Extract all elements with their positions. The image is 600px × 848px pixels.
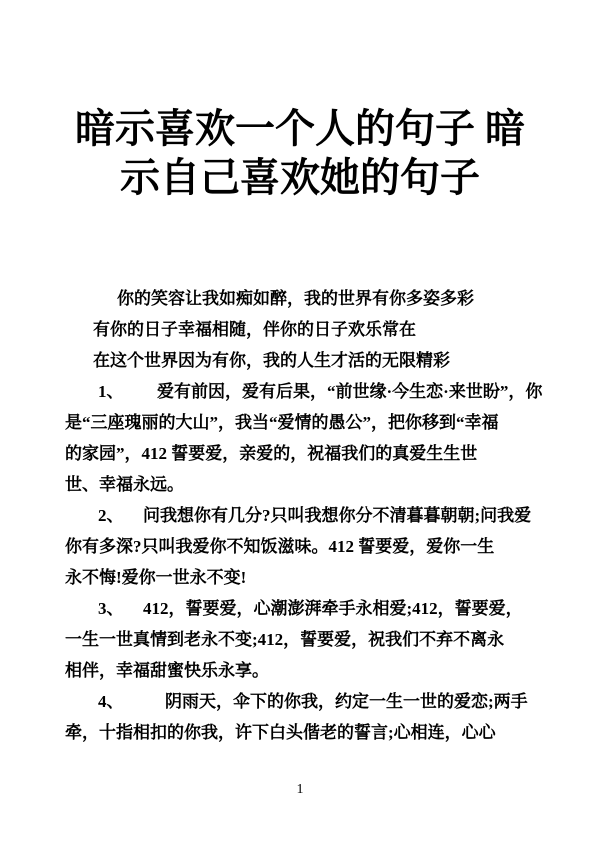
paragraph-4-text: 阴雨天，伞下的你我，约定一生一世的爱恋;两手 xyxy=(165,692,528,711)
intro-line-1: 你的笑容让我如痴如醉，我的世界有你多姿多彩 xyxy=(117,289,474,308)
paragraph-2-text: 问我想你有几分?只叫我想你分不清暮暮朝朝;问我爱 xyxy=(143,506,532,525)
list-number-4: 4、 xyxy=(98,692,124,711)
page-number: 1 xyxy=(296,782,304,797)
paragraph-1-wrapped-line: 世、幸福永远。 xyxy=(65,475,184,494)
paragraph-2-wrapped-line: 你有多深?只叫我爱你不知饭滋味。412 誓要爱，爱你一生 xyxy=(65,537,495,556)
list-number-2: 2、 xyxy=(98,506,124,525)
list-item-2-first-line xyxy=(65,500,537,531)
list-item-1-first-line xyxy=(65,376,543,407)
paragraph-3-wrapped-line: 一生一世真情到老永不变;412，誓要爱，祝我们不弃不离永 xyxy=(65,630,505,649)
paragraph-3-wrapped-line: 相伴，幸福甜蜜快乐永享。 xyxy=(65,661,269,680)
paragraph-1-text: 爱有前因，爱有后果，“前世缘·今生恋·来世盼”，你 xyxy=(157,382,543,401)
paragraph-2-wrapped-line: 永不悔!爱你一世永不变! xyxy=(65,568,247,587)
intro-line-2: 有你的日子幸福相随，伴你的日子欢乐常在 xyxy=(93,320,416,339)
paragraph-3-text: 412，誓要爱，心潮澎湃牵手永相爱;412，誓要爱， xyxy=(143,599,523,618)
list-item-4-first-line xyxy=(65,686,537,717)
page-title-line-1: 暗示喜欢一个人的句子 暗 xyxy=(75,106,525,151)
document-body xyxy=(65,283,543,748)
page-title-line-2: 示自己喜欢她的句子 xyxy=(120,155,480,200)
intro-line-3: 在这个世界因为有你，我的人生才活的无限精彩 xyxy=(93,351,450,370)
page-title xyxy=(50,104,550,202)
paragraph-4-wrapped-line: 牵，十指相扣的你我，许下白头偕老的誓言;心相连，心心 xyxy=(65,723,496,742)
list-number-1: 1、 xyxy=(98,382,124,401)
page-footer xyxy=(0,780,600,800)
paragraph-1-wrapped-line: 是“三座瑰丽的大山”，我当“爱情的愚公”，把你移到“幸福 xyxy=(65,413,499,432)
list-number-3: 3、 xyxy=(98,599,124,618)
paragraph-1-wrapped-line: 的家园”，412 誓要爱，亲爱的，祝福我们的真爱生生世 xyxy=(65,444,478,463)
list-item-3-first-line xyxy=(65,593,537,624)
